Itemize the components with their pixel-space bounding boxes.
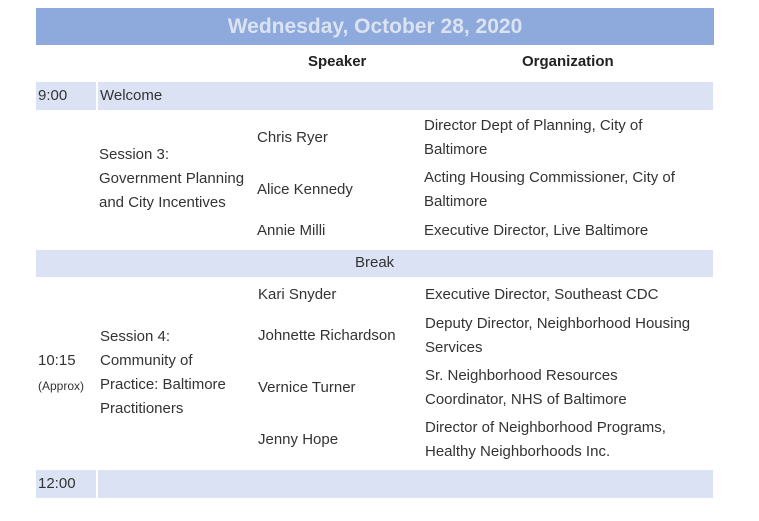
end-row (36, 470, 713, 498)
session-4-title (100, 325, 226, 421)
session-3-title-line: and City Incentives (99, 194, 226, 211)
break-label: Break (355, 254, 395, 271)
speaker-column-header: Speaker (308, 53, 367, 70)
speaker-name: Alice Kennedy (257, 181, 353, 198)
session-3-title-line: Government Planning (99, 170, 245, 187)
org-line: Sr. Neighborhood Resources (425, 367, 618, 384)
session-4-title-line: Session 4: (100, 328, 171, 345)
org-line: Director of Neighborhood Programs, (425, 419, 666, 436)
speaker-organization (424, 166, 675, 214)
speaker-name: Annie Milli (257, 222, 326, 239)
end-time: 12:00 (38, 475, 76, 492)
speaker-organization: Executive Director, Live Baltimore (424, 222, 649, 239)
speaker-organization: Executive Director, Southeast CDC (425, 286, 659, 303)
session-4-title-line: Practice: Baltimore (100, 376, 226, 393)
session-4-time: 10:15 (38, 352, 76, 369)
speaker-organization (425, 312, 690, 360)
org-line: Baltimore (424, 141, 488, 158)
speaker-name: Vernice Turner (258, 379, 356, 396)
org-line: Coordinator, NHS of Baltimore (425, 391, 627, 408)
org-line: Director Dept of Planning, City of (424, 117, 643, 134)
speaker-name: Jenny Hope (258, 431, 339, 448)
welcome-label: Welcome (100, 87, 163, 104)
session-3-title (99, 143, 244, 215)
column-divider (96, 470, 98, 498)
speaker-name: Chris Ryer (257, 129, 328, 146)
speaker-name: Kari Snyder (258, 286, 337, 303)
welcome-time: 9:00 (38, 87, 68, 104)
org-line: Healthy Neighborhoods Inc. (425, 443, 611, 460)
session-4-time-note: (Approx) (38, 379, 85, 393)
session-4-title-line: Practitioners (100, 400, 184, 417)
org-line: Deputy Director, Neighborhood Housing (425, 315, 691, 332)
session-4-title-line: Community of (100, 352, 193, 369)
speaker-organization (425, 416, 666, 464)
speaker-organization (424, 114, 642, 162)
column-divider (96, 82, 98, 110)
schedule-date-title: Wednesday, October 28, 2020 (36, 8, 714, 45)
speaker-organization (425, 364, 627, 412)
org-line: Services (425, 339, 483, 356)
org-line: Acting Housing Commissioner, City of (424, 169, 675, 186)
session-3-title-line: Session 3: (99, 146, 170, 163)
speaker-name: Johnette Richardson (258, 327, 396, 344)
organization-column-header: Organization (522, 53, 614, 70)
org-line: Baltimore (424, 193, 488, 210)
